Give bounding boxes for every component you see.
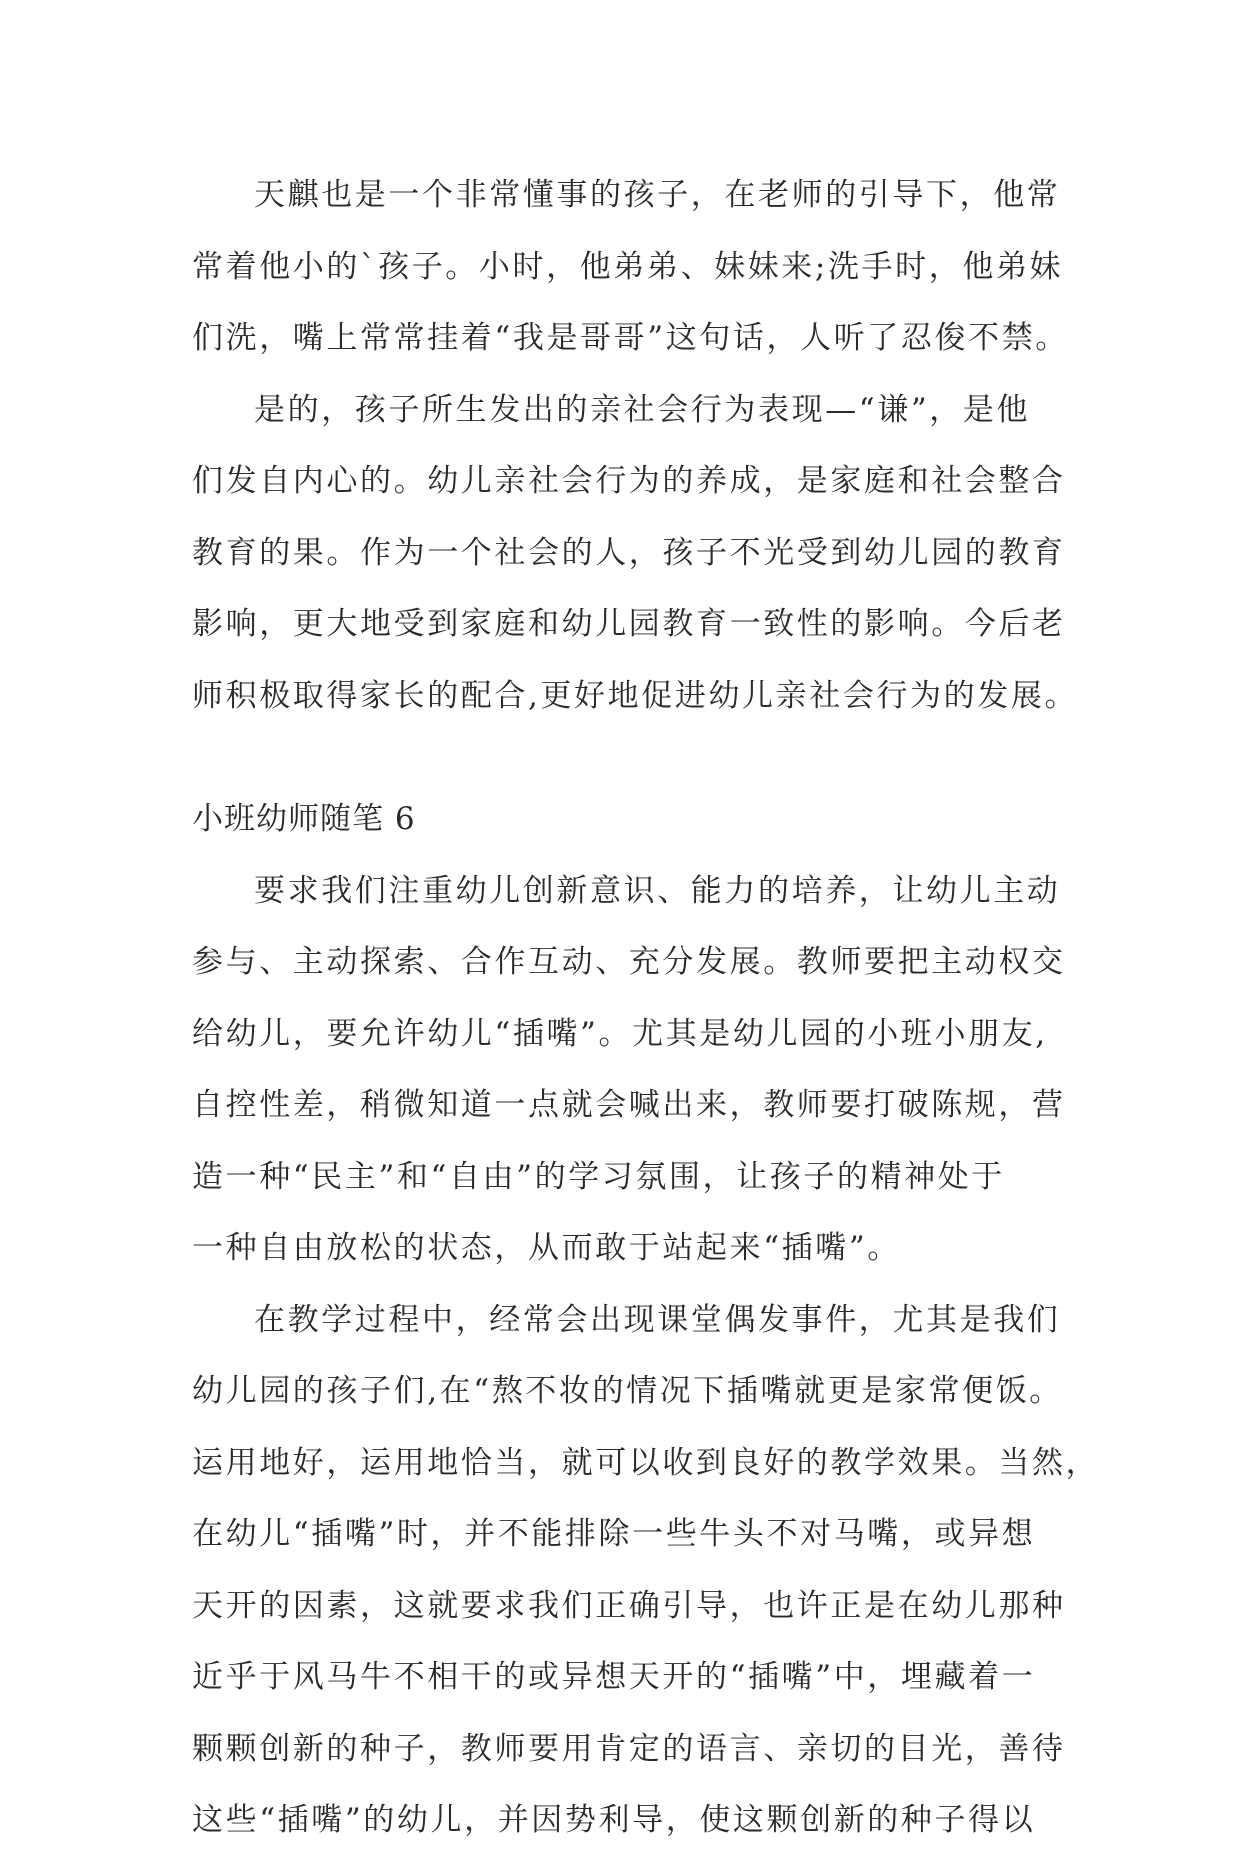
section-heading: 小班幼师随笔 6 (192, 801, 416, 837)
paragraph-prosocial (192, 375, 1079, 733)
paragraph-tianqi (192, 160, 1069, 375)
text-line: 天开的因素，这就要求我们正确引导，也许正是在幼儿那种 (192, 1587, 1066, 1624)
text-line: 教育的果。作为一个社会的人，孩子不光受到幼儿园的教育 (192, 534, 1066, 571)
text-line: 运用地好，运用地恰当，就可以收到良好的教学效果。当然， (192, 1444, 1100, 1481)
text-line: 常着他小的`孩子。小时，他弟弟、妹妹来;洗手时，他弟妹 (192, 248, 1064, 285)
text-line: 师积极取得家长的配合,更好地促进幼儿亲社会行为的发展。 (192, 677, 1079, 714)
text-line: 这些“插嘴”的幼儿，并因势利导，使这颗创新的种子得以 (192, 1802, 1036, 1838)
text-line: 近乎于风马牛不相干的或异想天开的“插嘴”中，埋藏着一 (192, 1659, 1036, 1695)
paragraph-classroom (192, 1285, 1100, 1857)
text-line: 幼儿园的孩子们,在“熬不妆的情况下插嘴就更是家常便饭。 (192, 1373, 1063, 1409)
text-line: 给幼儿，要允许幼儿“插嘴”。尤其是幼儿园的小班小朋友, (192, 1015, 1048, 1052)
text-line: 在幼儿“插嘴”时，并不能排除一些牛头不对马嘴，或异想 (192, 1516, 1036, 1552)
text-line: 要求我们注重幼儿创新意识、能力的培养，让幼儿主动 (254, 872, 1061, 909)
text-line: 颗颗创新的种子，教师要用肯定的语言、亲切的目光，善待 (192, 1730, 1066, 1767)
text-line: 一种自由放松的状态，从而敢于站起来“插嘴”。 (192, 1230, 901, 1266)
text-line: 是的，孩子所生发出的亲社会行为表现—“谦”，是他 (254, 391, 1031, 428)
section-spacer (192, 732, 1050, 784)
text-line: 造一种“民主”和“自由”的学习氛围，让孩子的精神处于 (192, 1158, 1005, 1195)
document-body (192, 160, 1100, 1857)
paragraph-innovation (192, 856, 1066, 1285)
text-line: 影响，更大地受到家庭和幼儿园教育一致性的影响。今后老 (192, 606, 1066, 642)
text-line: 自控性差，稍微知道一点就会喊出来，教师要打破陈规，营 (192, 1087, 1066, 1123)
text-line: 天麒也是一个非常懂事的孩子，在老师的引导下，他常 (254, 177, 1061, 213)
text-line: 在教学过程中，经常会出现课堂偶发事件，尤其是我们 (254, 1301, 1061, 1338)
text-line: 们洗，嘴上常常挂着“我是哥哥”这句话，人听了忍俊不禁。 (192, 320, 1069, 356)
text-line: 们发自内心的。幼儿亲社会行为的养成，是家庭和社会整合 (192, 463, 1066, 499)
text-line: 参与、主动探索、合作互动、充分发展。教师要把主动权交 (192, 944, 1066, 980)
